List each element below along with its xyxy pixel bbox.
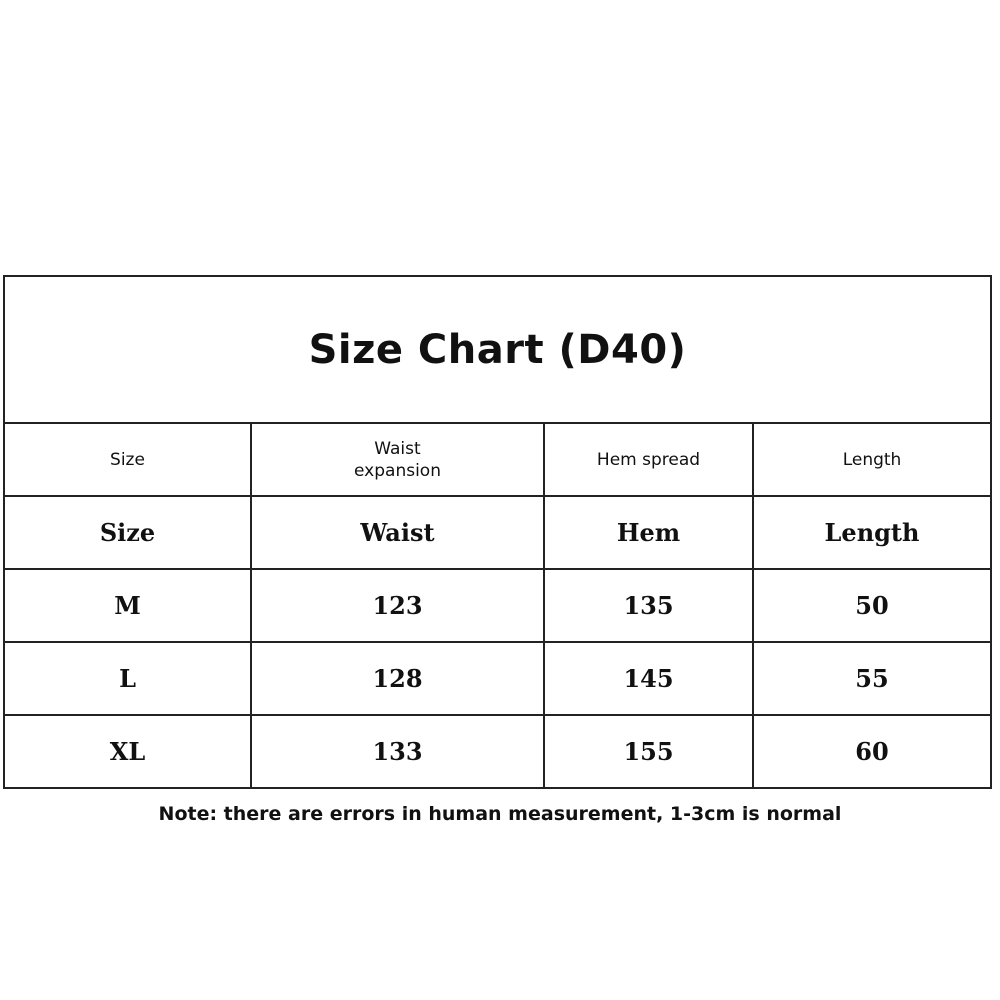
cell-hem: 135 bbox=[544, 569, 753, 642]
cell-hem: 155 bbox=[544, 715, 753, 788]
header-length: Length bbox=[753, 423, 991, 496]
cell-length: 55 bbox=[753, 642, 991, 715]
subheader-hem: Hem bbox=[544, 496, 753, 569]
header-waist-expansion bbox=[251, 423, 544, 496]
header-waist-expansion-label: Waist expansion bbox=[354, 438, 441, 481]
cell-hem: 145 bbox=[544, 642, 753, 715]
header-row-english bbox=[4, 423, 991, 496]
title-row bbox=[4, 276, 991, 423]
measurement-note: Note: there are errors in human measurement, 1-3cm is normal bbox=[158, 803, 842, 825]
cell-size: M bbox=[4, 569, 251, 642]
header-size: Size bbox=[4, 423, 251, 496]
header-hem-spread: Hem spread bbox=[544, 423, 753, 496]
subheader-size: Size bbox=[4, 496, 251, 569]
table-row bbox=[4, 715, 991, 788]
size-chart-table bbox=[3, 275, 992, 789]
table-row bbox=[4, 569, 991, 642]
table-row bbox=[4, 642, 991, 715]
cell-waist: 133 bbox=[251, 715, 544, 788]
chart-title: Size Chart (D40) bbox=[4, 276, 991, 423]
cell-waist: 128 bbox=[251, 642, 544, 715]
cell-size: L bbox=[4, 642, 251, 715]
header-row-serif bbox=[4, 496, 991, 569]
subheader-waist: Waist bbox=[251, 496, 544, 569]
cell-waist: 123 bbox=[251, 569, 544, 642]
cell-size: XL bbox=[4, 715, 251, 788]
subheader-length: Length bbox=[753, 496, 991, 569]
cell-length: 60 bbox=[753, 715, 991, 788]
cell-length: 50 bbox=[753, 569, 991, 642]
